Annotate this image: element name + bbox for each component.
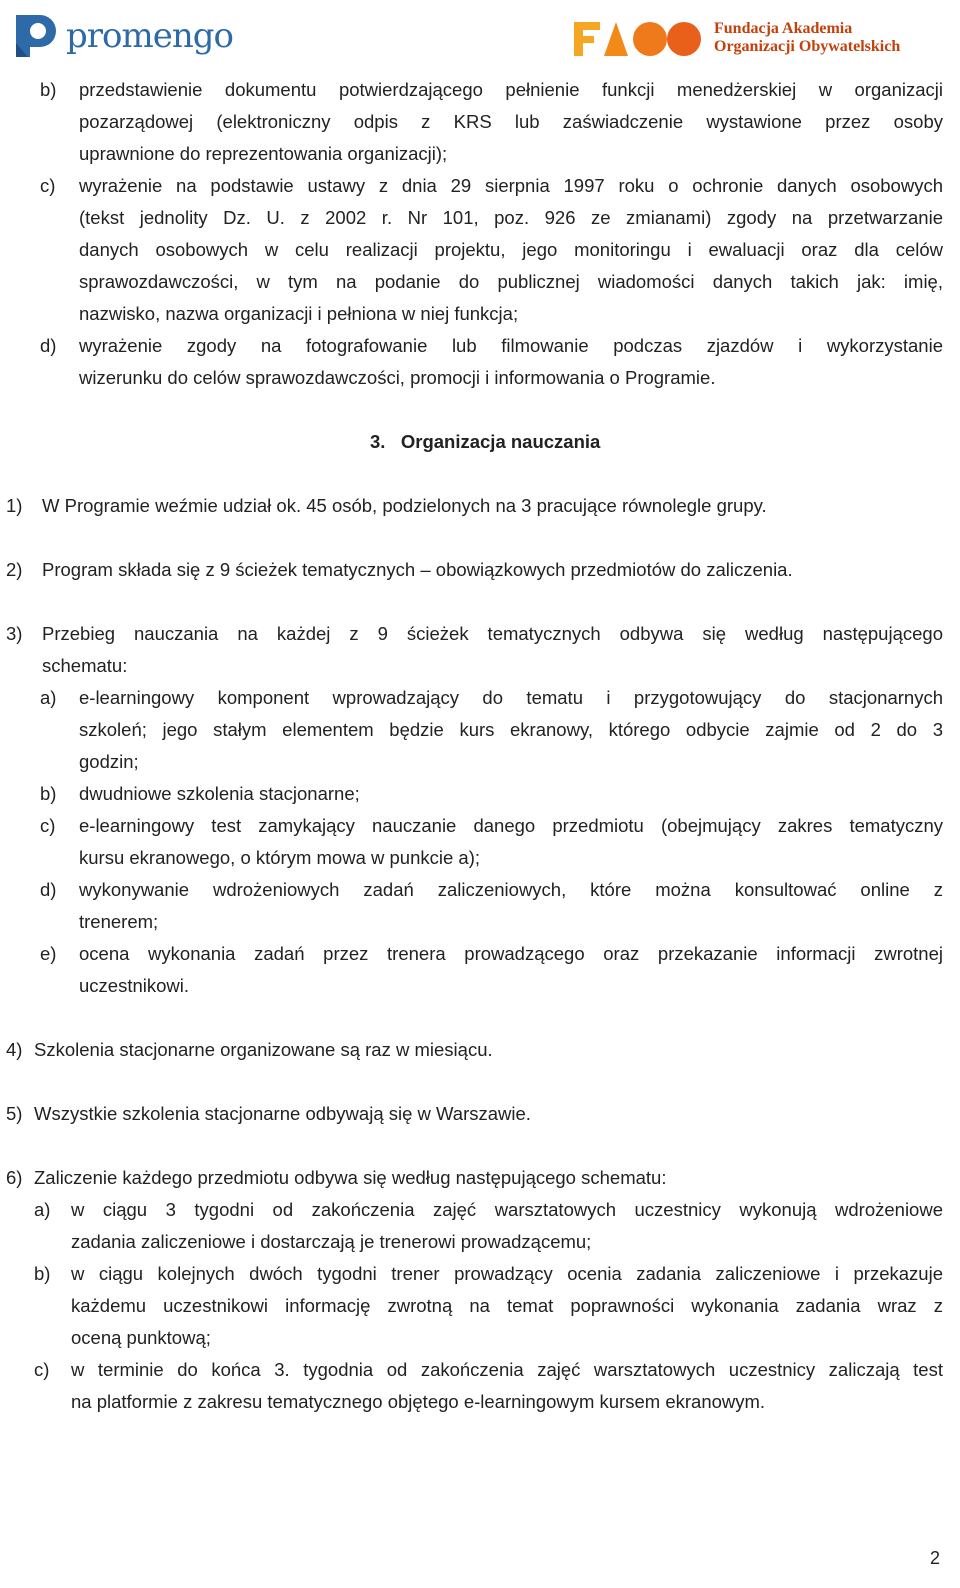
paragraph-line: wizerunku do celów sprawozdawczości, promocji i informowania o Programie. <box>79 367 716 388</box>
paragraph-line: przedstawienie dokumentu potwierdzającego pełnienie funkcji menedżerskiej w organizacji <box>79 79 943 100</box>
list-marker: 3) <box>6 623 23 644</box>
paragraph-line: wyrażenie zgody na fotografowanie lub filmowanie podczas zjazdów i wykorzystanie <box>79 335 943 356</box>
list-marker: d) <box>40 879 57 900</box>
paragraph-line: Szkolenia stacjonarne organizowane są raz w miesiącu. <box>34 1039 493 1060</box>
list-marker: c) <box>40 815 56 836</box>
list-marker: b) <box>40 79 57 100</box>
list-marker: e) <box>40 943 57 964</box>
paragraph-line: uprawnione do reprezentowania organizacji); <box>79 143 448 164</box>
paragraph-line: wyrażenie na podstawie ustawy z dnia 29 sierpnia 1997 roku o ochronie danych osobowych <box>79 175 943 196</box>
paragraph-line: uczestnikowi. <box>79 975 190 996</box>
section-title: Organizacja nauczania <box>400 431 601 452</box>
paragraph-line: w terminie do końca 3. tygodnia od zakończenia zajęć warsztatowych uczestnicy zaliczają test <box>71 1359 943 1380</box>
paragraph-line: godzin; <box>79 751 139 772</box>
paragraph-line: sprawozdawczości, w tym na podanie do publicznej wiadomości danych takich jak: imię, <box>79 271 943 292</box>
paragraph-line: oceną punktową; <box>71 1327 211 1348</box>
paragraph-line: e-learningowy test zamykający nauczanie danego przedmiotu (obejmujący zakres tematyczny <box>79 815 943 836</box>
paragraph-line: Wszystkie szkolenia stacjonarne odbywają się w Warszawie. <box>34 1103 531 1124</box>
paragraph-line: Program składa się z 9 ścieżek tematycznych – obowiązkowych przedmiotów do zaliczenia. <box>42 559 793 580</box>
section-number: 3. <box>370 431 386 452</box>
promengo-logo-text: promengo <box>66 16 233 56</box>
paragraph-line: nazwisko, nazwa organizacji i pełniona w niej funkcja; <box>79 303 519 324</box>
paragraph-line: e-learningowy komponent wprowadzający do tematu i przygotowujący do stacjonarnych <box>79 687 943 708</box>
faoo-name-line1: Fundacja Akademia <box>714 20 853 37</box>
paragraph-line: dwudniowe szkolenia stacjonarne; <box>79 783 360 804</box>
list-marker: d) <box>40 335 57 356</box>
list-marker: b) <box>40 783 57 804</box>
list-marker: 4) <box>6 1039 23 1060</box>
list-marker: b) <box>34 1263 51 1284</box>
paragraph-line: wykonywanie wdrożeniowych zadań zaliczeniowych, które można konsultować online z <box>79 879 943 900</box>
paragraph-line: pozarządowej (elektroniczny odpis z KRS lub zaświadczenie wystawione przez osoby <box>79 111 943 132</box>
list-marker: 5) <box>6 1103 23 1124</box>
paragraph-line: schematu: <box>42 655 128 676</box>
paragraph-line: w ciągu 3 tygodni od zakończenia zajęć warsztatowych uczestnicy wykonują wdrożeniowe <box>71 1199 943 1220</box>
list-marker: c) <box>34 1359 50 1380</box>
page-number: 2 <box>929 1548 940 1568</box>
list-marker: a) <box>40 687 57 708</box>
paragraph-line: w ciągu kolejnych dwóch tygodni trener prowadzący ocenia zadania zaliczeniowe i przekazuje <box>71 1263 943 1284</box>
paragraph-line: Przebieg nauczania na każdej z 9 ścieżek tematycznych odbywa się według następującego <box>42 623 943 644</box>
list-marker: c) <box>40 175 56 196</box>
paragraph-line: ocena wykonania zadań przez trenera prowadzącego oraz przekazanie informacji zwrotnej <box>79 943 943 964</box>
list-marker: 2) <box>6 559 23 580</box>
paragraph-line: każdemu uczestnikowi informację zwrotną na temat poprawności wykonania zadania wraz z <box>71 1295 943 1316</box>
paragraph-line: W Programie weźmie udział ok. 45 osób, podzielonych na 3 pracujące równolegle grupy. <box>42 495 767 516</box>
paragraph-line: zadania zaliczeniowe i dostarczają je trenerowi prowadzącemu; <box>71 1231 592 1252</box>
list-marker: 6) <box>6 1167 23 1188</box>
list-marker: 1) <box>6 495 23 516</box>
list-marker: a) <box>34 1199 51 1220</box>
paragraph-line: Zaliczenie każdego przedmiotu odbywa się według następującego schematu: <box>34 1167 667 1188</box>
faoo-name-line2: Organizacji Obywatelskich <box>714 38 901 55</box>
paragraph-line: danych osobowych w celu realizacji projektu, jego monitoringu i ewaluacji oraz dla celów <box>79 239 943 260</box>
paragraph-line: szkoleń; jego stałym elementem będzie kurs ekranowy, którego odbycie zajmie od 2 do 3 <box>79 719 943 740</box>
paragraph-line: na platformie z zakresu tematycznego objętego e-learningowym kursem ekranowym. <box>71 1391 766 1412</box>
paragraph-line: kursu ekranowego, o którym mowa w punkcie a); <box>79 847 481 868</box>
paragraph-line: trenerem; <box>79 911 159 932</box>
paragraph-line: (tekst jednolity Dz. U. z 2002 r. Nr 101, poz. 926 ze zmianami) zgody na przetwarzanie <box>79 207 943 228</box>
section-heading <box>370 430 600 454</box>
